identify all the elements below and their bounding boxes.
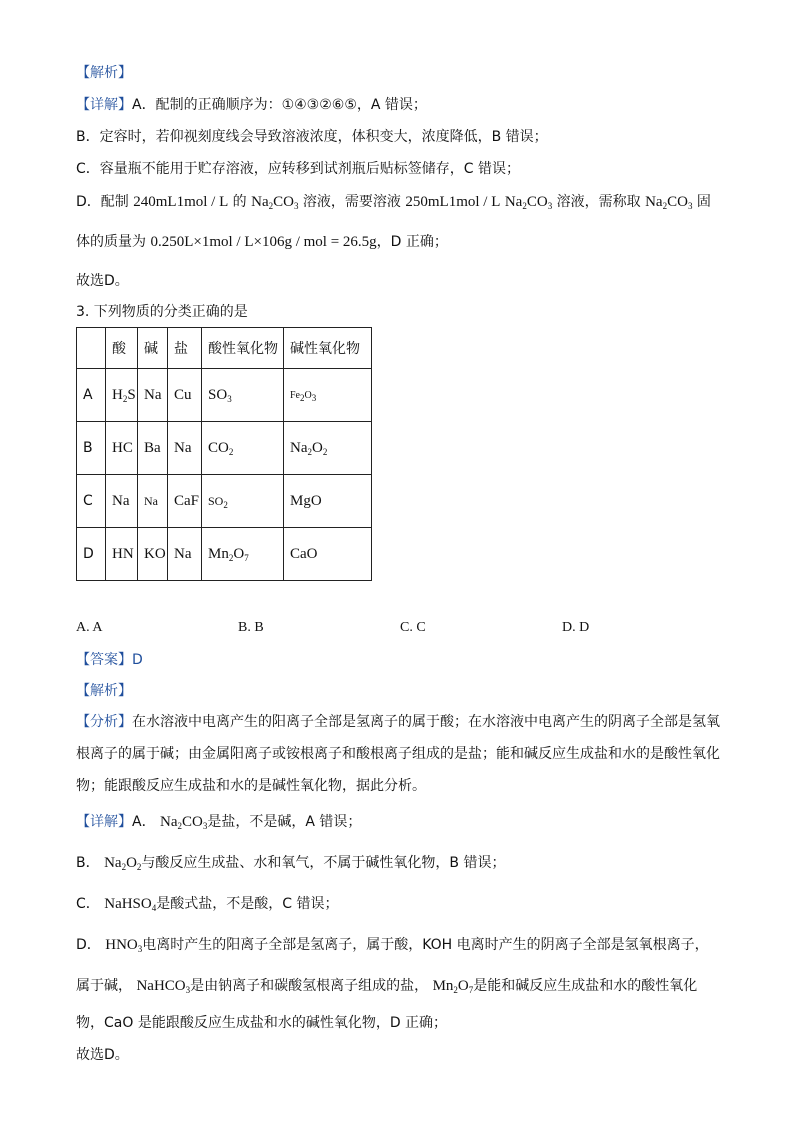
table-cell: KO	[144, 545, 166, 562]
formula-hno3: $HNO_3$	[105, 937, 143, 954]
table-cell: $Mn_2O_7$	[208, 545, 249, 563]
question-stem: 3. 下列物质的分类正确的是	[76, 304, 248, 320]
option-d: D. D	[562, 620, 590, 635]
volume-expression: 240mL1mol / L	[133, 194, 229, 210]
header-cell: 碱	[138, 328, 168, 369]
table-cell: $Fe_2O_3$	[290, 389, 317, 403]
volume-expression: 250mL1mol / L	[405, 194, 501, 210]
detail-tag: 【详解】	[76, 97, 132, 113]
formula-na2co3: $Na_2CO_3$	[645, 194, 693, 211]
text-segment: 是盐，不是碱，A 错误；	[207, 814, 362, 830]
text-segment: 属于碱，	[76, 978, 137, 994]
detail-a-line	[76, 96, 427, 114]
formula-nahso4: NaHSO$_4$	[104, 896, 157, 913]
analysis-line-3: 物；能跟酸反应生成盐和水的是碱性氧化物，据此分析。	[76, 778, 426, 794]
formula-mn2o7: $Mn_2O_7$	[432, 978, 474, 995]
text-segment: ，D 正确；	[376, 234, 448, 250]
mass-expression: 0.250L×1mol / L×106g / mol = 26.5g	[150, 234, 377, 250]
table-cell: $CO_2$	[208, 439, 234, 457]
table-cell: CaO	[290, 545, 318, 562]
detail-tag: 【详解】	[76, 814, 132, 830]
analysis-heading: 【解析】	[76, 65, 132, 81]
choose-line: 故选D。	[76, 273, 129, 289]
header-cell: 碱性氧化物	[284, 328, 372, 369]
text-segment: 溶液，需称取	[552, 194, 646, 210]
text-segment: B．	[76, 855, 105, 871]
classification-table	[76, 327, 372, 581]
header-cell: 酸性氧化物	[202, 328, 284, 369]
table-cell: $SO_2$	[208, 493, 228, 510]
table-cell: Na	[174, 545, 192, 562]
table-cell: Ba	[144, 439, 161, 456]
row-label: B	[77, 422, 106, 475]
text-segment: 与酸反应生成盐、水和氧气，不属于碱性氧化物，B 错误；	[141, 855, 506, 871]
row-label: C	[77, 475, 106, 528]
row-label: D	[77, 528, 106, 581]
table-cell: Na	[144, 386, 162, 403]
table-row	[77, 475, 372, 528]
detail2-a-line	[76, 813, 361, 831]
table-cell: $SO_3$	[208, 386, 232, 404]
text-segment: D．配制	[76, 194, 134, 210]
option-b: B. B	[238, 620, 264, 635]
table-header-row	[77, 328, 372, 369]
option-c: C. C	[400, 620, 426, 635]
table-cell: Na	[174, 439, 192, 456]
text-segment: 体的质量为	[76, 234, 151, 250]
header-cell: 酸	[106, 328, 138, 369]
table-cell: HN	[112, 545, 134, 562]
detail-d-line	[76, 193, 711, 211]
formula-nahco3: NaHCO$_3$	[136, 978, 191, 995]
table-cell: $Na_2O_2$	[290, 439, 328, 457]
text-segment: A．	[132, 814, 161, 830]
table-cell: $H_2S$	[112, 386, 136, 404]
choose-line-2: 故选D。	[76, 1047, 129, 1063]
text-segment: 是由钠离子和碳酸氢根离子组成的盐，	[190, 978, 433, 994]
table-cell: Na	[144, 493, 158, 508]
detail2-d-line-3: 物，CaO 是能跟酸反应生成盐和水的碱性氧化物，D 正确；	[76, 1015, 448, 1031]
analysis-heading-2: 【解析】	[76, 683, 132, 699]
formula-na2co3: $Na_2CO_3$	[504, 194, 553, 211]
analysis-line-2: 根离子的属于碱；由金属阳离子或铵根离子和酸根离子组成的是盐；能和碱反应生成盐和水的是酸性氧化	[76, 746, 720, 762]
detail-b-line: B．定容时，若仰视刻度线会导致溶液浓度，体积变大，浓度降低，B 错误；	[76, 129, 548, 145]
table-cell: Na	[112, 492, 130, 509]
formula-na2co3: $Na_2CO_3$	[251, 194, 299, 211]
table-cell: CaF	[174, 492, 200, 509]
header-cell	[77, 328, 106, 369]
detail-c-line: C．容量瓶不能用于贮存溶液，应转移到试剂瓶后贴标签储存，C 错误；	[76, 161, 520, 177]
text-segment: 溶液，需要溶液	[298, 194, 406, 210]
formula-na2co3: $Na_2CO_3$	[160, 814, 208, 831]
fenxi-text: 在水溶液中电离产生的阳离子全部是氢离子的属于酸；在水溶液中电离产生的阴离子全部是氢氧	[132, 714, 720, 730]
header-cell: 盐	[168, 328, 202, 369]
option-a: A. A	[76, 620, 103, 635]
text-segment: D．	[76, 937, 106, 953]
text-segment: 电离时产生的阳离子全部是氢离子，属于酸，KOH 电离时产生的阴离子全部是氢氧根离子，	[142, 937, 709, 953]
table-row	[77, 422, 372, 475]
answer-line: 【答案】D	[76, 652, 143, 668]
fenxi-tag: 【分析】	[76, 714, 132, 730]
detail-d-line-2	[76, 233, 448, 251]
detail2-d-line-2	[76, 977, 697, 995]
table-cell: MgO	[290, 492, 322, 509]
table-row	[77, 528, 372, 581]
text-segment: C．	[76, 896, 105, 912]
detail2-c-line	[76, 895, 338, 913]
text-segment: 的	[228, 194, 252, 210]
detail2-b-line	[76, 854, 505, 872]
text-segment: 是能和碱反应生成盐和水的酸性氧化	[473, 978, 698, 994]
text-segment: 是酸式盐，不是酸，C 错误；	[156, 896, 339, 912]
analysis-line-1	[76, 713, 720, 731]
table-cell: HC	[112, 439, 133, 456]
detail-a-text: A．配制的正确顺序为：①④③②⑥⑤，A 错误；	[132, 97, 427, 113]
table-row	[77, 369, 372, 422]
text-segment: 固	[692, 194, 711, 210]
table-cell: Cu	[174, 386, 192, 403]
row-label: A	[77, 369, 106, 422]
formula-na2o2: $Na_2O_2$	[104, 855, 142, 872]
detail2-d-line	[76, 936, 709, 954]
